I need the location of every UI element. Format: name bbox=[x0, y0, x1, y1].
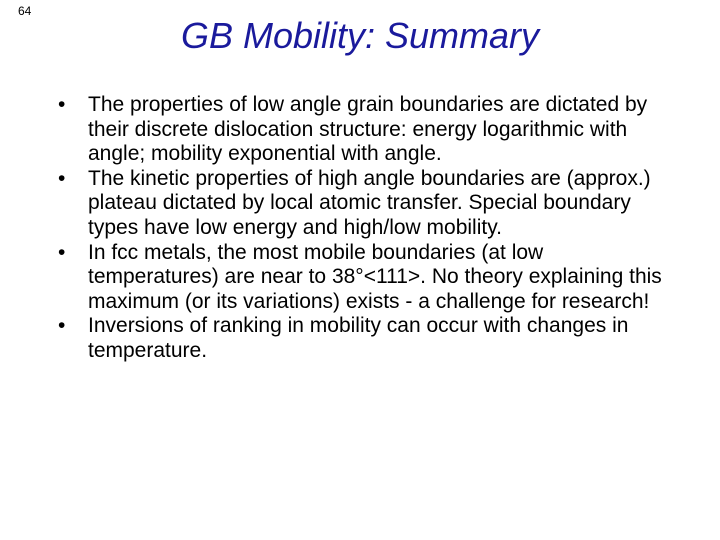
slide-number: 64 bbox=[18, 4, 32, 18]
bullet-text: Inversions of ranking in mobility can occur with changes in temperature. bbox=[88, 314, 629, 362]
bullet-text: In fcc metals, the most mobile boundaries (at low temperatures) are near to 38°<111>. No theory explaining this maximum (or its variations) exists - a challenge for research! bbox=[88, 240, 662, 313]
bullet-item bbox=[58, 93, 678, 167]
bullet-text: The kinetic properties of high angle boundaries are (approx.) plateau dictated by local atomic transfer. Special boundary types have low energy and high/low mobility. bbox=[88, 166, 651, 239]
bullet-item bbox=[58, 241, 678, 315]
bullet-marker: • bbox=[58, 166, 66, 190]
bullet-list bbox=[58, 93, 678, 364]
slide-title bbox=[0, 12, 720, 60]
bullet-item bbox=[58, 314, 678, 363]
bullet-marker: • bbox=[58, 314, 66, 338]
bullet-item bbox=[58, 167, 678, 241]
bullet-marker: • bbox=[58, 240, 66, 264]
bullet-text: The properties of low angle grain boundaries are dictated by their discrete dislocation structure: energy logarithmic with angle; mobility exponential with angle. bbox=[88, 93, 648, 166]
bullet-marker: • bbox=[58, 93, 66, 116]
slide-title-text: GB Mobility: Summary bbox=[180, 15, 540, 56]
